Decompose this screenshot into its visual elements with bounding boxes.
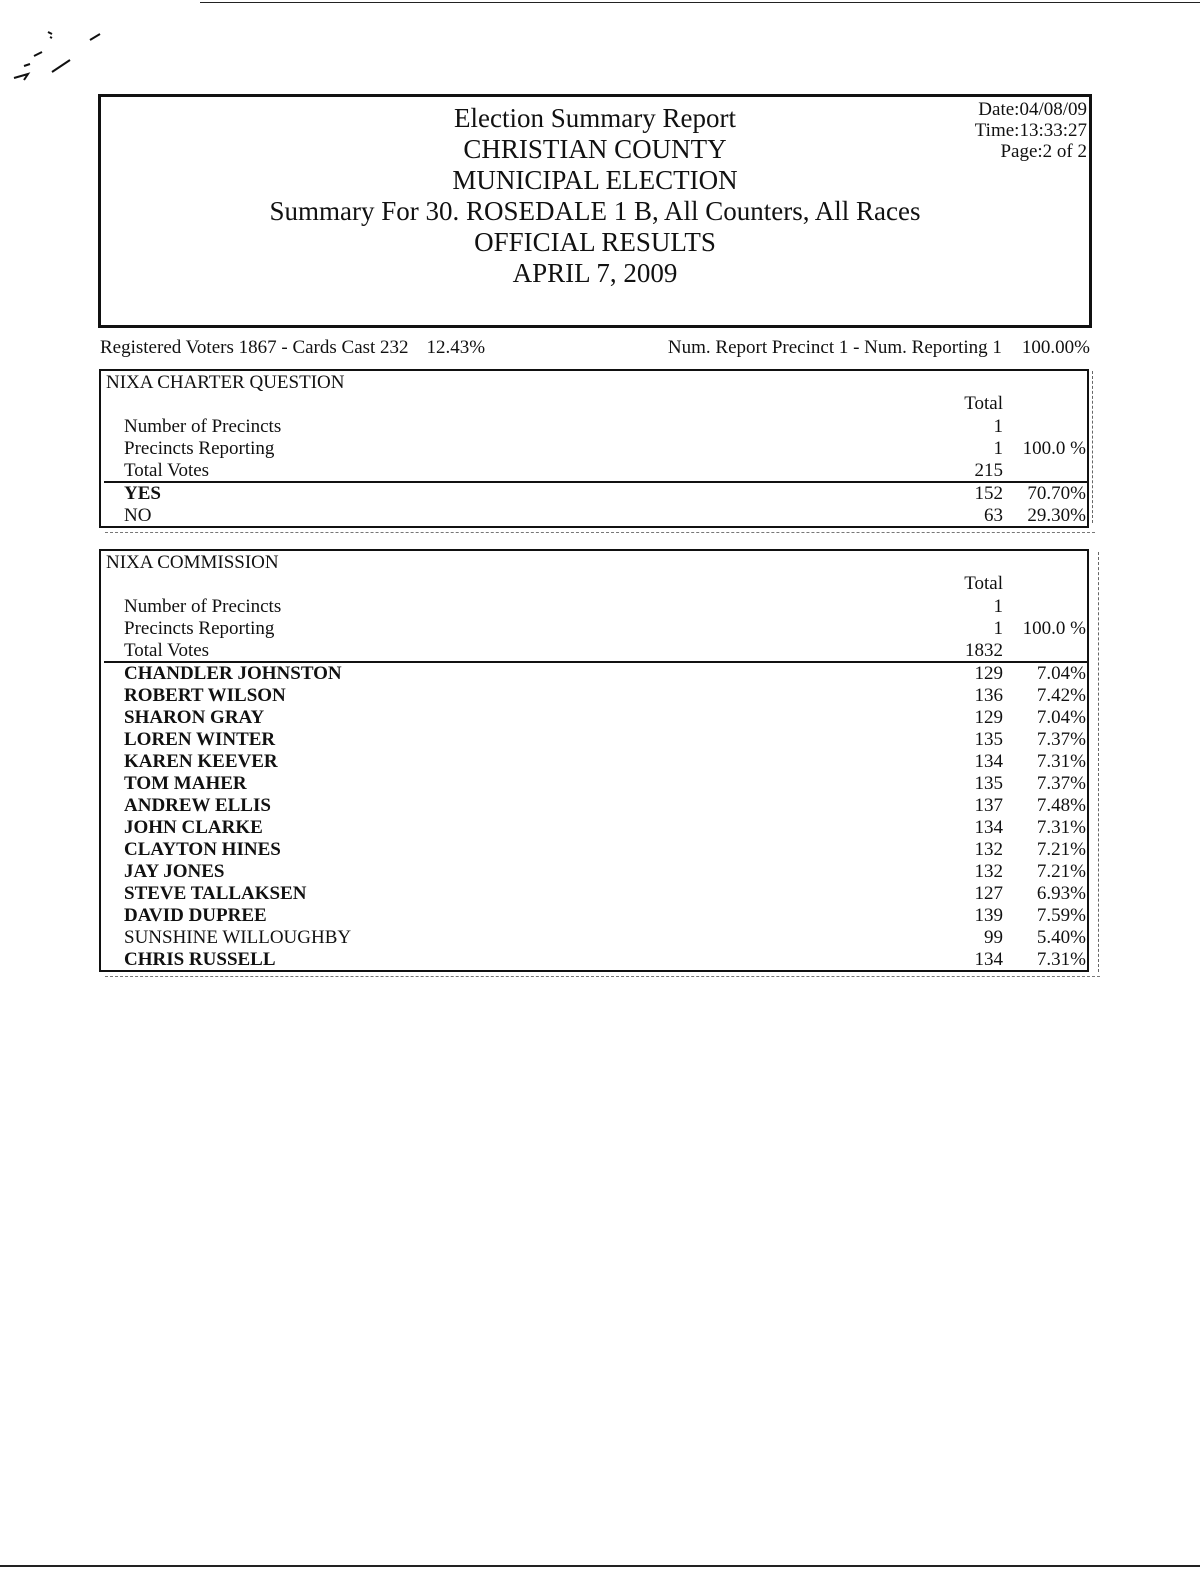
candidate-votes: 129 <box>974 707 1003 728</box>
choice-label: YES <box>124 483 161 504</box>
report-time: Time:13:33:27 <box>974 120 1087 141</box>
scan-artifact-edge <box>1098 552 1099 972</box>
candidate-row <box>101 905 1087 927</box>
stat-row <box>101 460 1087 482</box>
race-title: NIXA CHARTER QUESTION <box>106 372 345 393</box>
candidate-votes: 137 <box>974 795 1003 816</box>
candidate-name: ANDREW ELLIS <box>124 795 271 816</box>
candidate-votes: 132 <box>974 839 1003 860</box>
candidate-row <box>101 707 1087 729</box>
stat-percent: 100.0 % <box>1022 438 1086 459</box>
election-name: MUNICIPAL ELECTION <box>452 165 738 195</box>
candidate-name: ROBERT WILSON <box>124 685 286 706</box>
candidate-row <box>101 685 1087 707</box>
precincts-reporting-line <box>668 337 1090 359</box>
candidate-percent: 7.31% <box>1036 949 1086 970</box>
stat-row <box>101 438 1087 460</box>
candidate-percent: 6.93% <box>1036 883 1086 904</box>
candidate-row <box>101 795 1087 817</box>
candidate-percent: 7.37% <box>1036 729 1086 750</box>
stat-percent: 100.0 % <box>1022 618 1086 639</box>
candidate-name: KAREN KEEVER <box>124 751 278 772</box>
choice-percent: 29.30% <box>1027 505 1086 526</box>
stat-label: Number of Precincts <box>124 416 282 437</box>
report-date: Date:04/08/09 <box>978 99 1087 120</box>
turnout-percent: 12.43% <box>426 337 486 358</box>
candidate-name: TOM MAHER <box>124 773 247 794</box>
total-column-header: Total <box>964 573 1003 594</box>
candidate-name: JAY JONES <box>124 861 225 882</box>
candidate-name: CHANDLER JOHNSTON <box>124 663 342 684</box>
candidate-percent: 7.04% <box>1036 707 1086 728</box>
stat-value: 1 <box>993 618 1003 639</box>
stat-label: Total Votes <box>124 640 210 661</box>
stat-value: 1 <box>993 596 1003 617</box>
stat-row <box>101 618 1087 640</box>
summary-scope: Summary For 30. ROSEDALE 1 B, All Counters, All Races <box>269 196 921 226</box>
candidate-row <box>101 729 1087 751</box>
candidate-votes: 135 <box>974 729 1003 750</box>
candidate-votes: 134 <box>974 817 1003 838</box>
results-status: OFFICIAL RESULTS <box>474 227 716 257</box>
candidate-votes: 134 <box>974 949 1003 970</box>
scan-artifact-edge <box>105 976 1100 977</box>
choice-row <box>101 505 1087 527</box>
stat-row <box>101 640 1087 662</box>
stat-value: 1832 <box>965 640 1003 661</box>
candidate-votes: 99 <box>984 927 1003 948</box>
candidate-votes: 127 <box>974 883 1003 904</box>
report-title-block <box>101 103 1089 289</box>
candidate-percent: 7.21% <box>1036 861 1086 882</box>
choice-label: NO <box>124 505 152 526</box>
scan-edge-top <box>200 2 1200 3</box>
stat-label: Total Votes <box>124 460 210 481</box>
candidate-name: CHRIS RUSSELL <box>124 949 276 970</box>
candidate-row <box>101 817 1087 839</box>
county-name: CHRISTIAN COUNTY <box>463 134 727 164</box>
stat-label: Number of Precincts <box>124 596 282 617</box>
total-column-header: Total <box>964 393 1003 414</box>
candidate-row <box>101 883 1087 905</box>
candidate-percent: 7.37% <box>1036 773 1086 794</box>
candidate-votes: 136 <box>974 685 1003 706</box>
candidate-row <box>101 751 1087 773</box>
candidate-row <box>101 949 1087 971</box>
report-page: Page:2 of 2 <box>1000 141 1087 162</box>
scan-edge-bottom <box>0 1565 1200 1567</box>
candidate-percent: 7.21% <box>1036 839 1086 860</box>
report-meta <box>975 99 1087 162</box>
choice-votes: 63 <box>984 505 1003 526</box>
stat-value: 1 <box>993 438 1003 459</box>
reporting-percent: 100.00% <box>1021 337 1090 358</box>
stat-value: 1 <box>993 416 1003 437</box>
election-date: APRIL 7, 2009 <box>512 258 678 288</box>
scan-artifact-edge <box>1092 371 1093 523</box>
registered-voters-text: Registered Voters 1867 - Cards Cast 232 <box>100 337 409 358</box>
report-title: Election Summary Report <box>454 103 736 133</box>
stat-value: 215 <box>974 460 1003 481</box>
candidate-percent: 7.31% <box>1036 817 1086 838</box>
scan-artifact-edge <box>105 532 1095 533</box>
registered-voters-line <box>100 337 485 359</box>
candidate-votes: 132 <box>974 861 1003 882</box>
candidate-percent: 7.31% <box>1036 751 1086 772</box>
candidate-row <box>101 773 1087 795</box>
candidate-row <box>101 927 1087 949</box>
choice-votes: 152 <box>974 483 1003 504</box>
candidate-votes: 139 <box>974 905 1003 926</box>
candidate-percent: 7.48% <box>1036 795 1086 816</box>
candidate-name: DAVID DUPREE <box>124 905 267 926</box>
candidate-name: LOREN WINTER <box>124 729 276 750</box>
stat-label: Precincts Reporting <box>124 438 275 459</box>
candidate-percent: 7.59% <box>1036 905 1086 926</box>
candidate-percent: 7.04% <box>1036 663 1086 684</box>
candidate-percent: 5.40% <box>1036 927 1086 948</box>
stat-row <box>101 416 1087 438</box>
scan-smudge-marks <box>4 28 114 98</box>
candidate-percent: 7.42% <box>1036 685 1086 706</box>
candidate-name: SHARON GRAY <box>124 707 265 728</box>
candidate-row <box>101 663 1087 685</box>
candidate-name: JOHN CLARKE <box>124 817 263 838</box>
race-nixa-commission <box>99 549 1089 972</box>
candidate-votes: 129 <box>974 663 1003 684</box>
stat-row <box>101 596 1087 618</box>
stat-label: Precincts Reporting <box>124 618 275 639</box>
choice-percent: 70.70% <box>1027 483 1086 504</box>
candidate-name: CLAYTON HINES <box>124 839 281 860</box>
candidate-name: SUNSHINE WILLOUGHBY <box>124 927 352 948</box>
choice-row <box>101 483 1087 505</box>
race-nixa-charter-question <box>99 369 1089 528</box>
candidate-votes: 135 <box>974 773 1003 794</box>
race-title: NIXA COMMISSION <box>106 552 279 573</box>
candidate-name: STEVE TALLAKSEN <box>124 883 307 904</box>
report-header <box>98 94 1092 328</box>
candidate-row <box>101 861 1087 883</box>
precincts-reporting-text: Num. Report Precinct 1 - Num. Reporting 1 <box>667 337 1002 358</box>
candidate-votes: 134 <box>974 751 1003 772</box>
candidate-row <box>101 839 1087 861</box>
